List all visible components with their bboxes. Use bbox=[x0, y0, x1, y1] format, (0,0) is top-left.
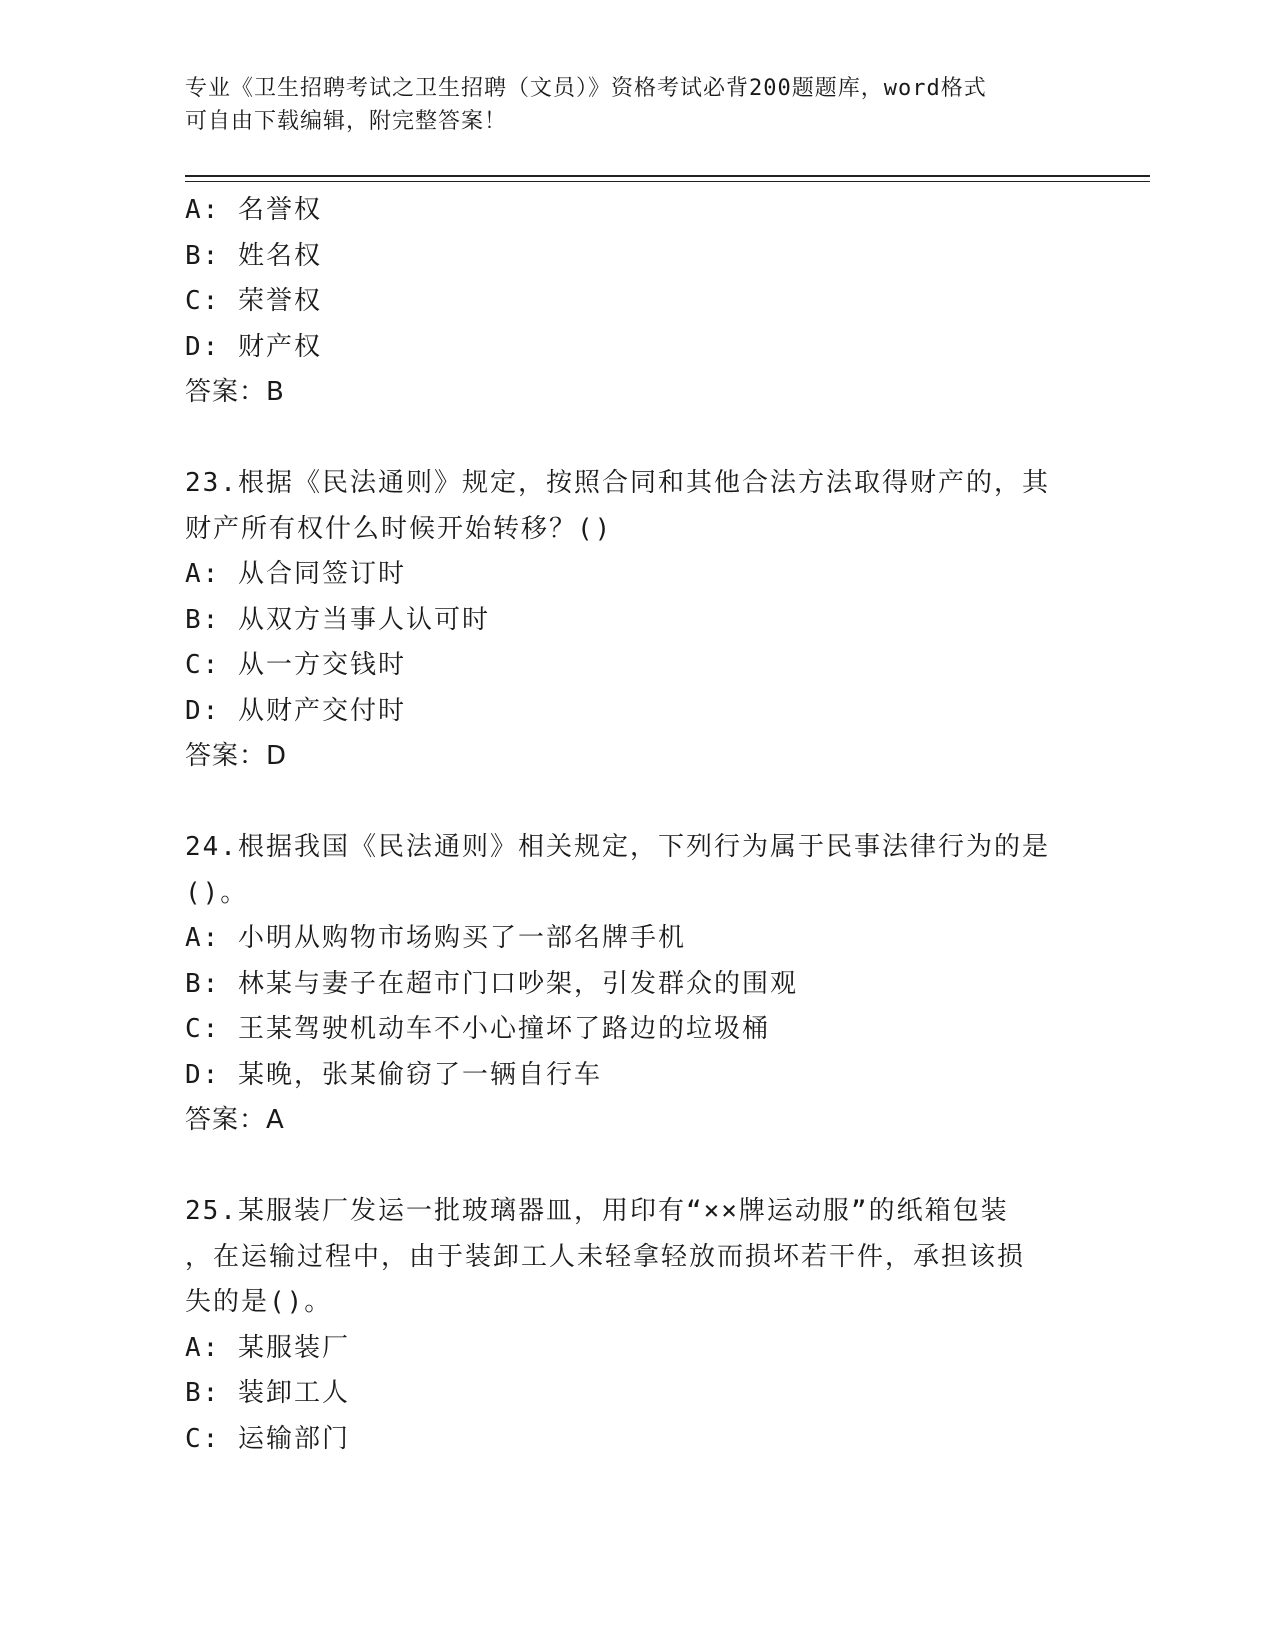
answer-line: 答案：D bbox=[185, 741, 288, 771]
header-line-1: 专业《卫生招聘考试之卫生招聘（文员）》资格考试必背200题题库，word格式 bbox=[185, 76, 987, 101]
question-content bbox=[185, 188, 1085, 1462]
answer-line: 答案：B bbox=[185, 377, 285, 407]
question-stem-line: 失的是()。 bbox=[185, 1287, 333, 1317]
question-25 bbox=[185, 1189, 1085, 1462]
option-a: A: 某服装厂 bbox=[185, 1332, 350, 1363]
option-d: D: 某晚，张某偷窃了一辆自行车 bbox=[185, 1059, 602, 1090]
option-b: B: 姓名权 bbox=[185, 240, 322, 271]
option-c: C: 王某驾驶机动车不小心撞坏了路边的垃圾桶 bbox=[185, 1014, 770, 1044]
option-a: A: 名誉权 bbox=[185, 195, 322, 225]
header-rule-thin bbox=[185, 181, 1150, 182]
option-c: C: 运输部门 bbox=[185, 1423, 350, 1454]
question-stem-line: 25.某服装厂发运一批玻璃器皿，用印有“××牌运动服”的纸箱包装 bbox=[185, 1196, 1009, 1226]
question-23 bbox=[185, 461, 1085, 780]
question-24 bbox=[185, 825, 1085, 1144]
question-stem-line: 财产所有权什么时候开始转移？() bbox=[185, 513, 613, 544]
header-line-2: 可自由下载编辑，附完整答案！ bbox=[185, 109, 508, 134]
answer-line: 答案：A bbox=[185, 1105, 285, 1135]
option-a: A: 从合同签订时 bbox=[185, 559, 406, 589]
option-b: B: 林某与妻子在超市门口吵架，引发群众的围观 bbox=[185, 968, 798, 999]
option-c: C: 荣誉权 bbox=[185, 286, 322, 316]
option-d: D: 从财产交付时 bbox=[185, 695, 406, 726]
header-rule-thick bbox=[185, 175, 1150, 177]
option-a: A: 小明从购物市场购买了一部名牌手机 bbox=[185, 923, 686, 953]
spacer bbox=[185, 1144, 1085, 1190]
option-d: D: 财产权 bbox=[185, 331, 322, 362]
spacer bbox=[185, 416, 1085, 462]
spacer bbox=[185, 780, 1085, 826]
option-b: B: 从双方当事人认可时 bbox=[185, 604, 490, 635]
question-stem-line: 24.根据我国《民法通则》相关规定，下列行为属于民事法律行为的是 bbox=[185, 832, 1050, 862]
option-c: C: 从一方交钱时 bbox=[185, 650, 406, 680]
question-stem-line: ，在运输过程中，由于装卸工人未轻拿轻放而损坏若干件，承担该损 bbox=[185, 1241, 1026, 1272]
option-b: B: 装卸工人 bbox=[185, 1378, 350, 1408]
question-stem-line: 23.根据《民法通则》规定，按照合同和其他合法方法取得财产的，其 bbox=[185, 468, 1050, 498]
page-header bbox=[185, 72, 1065, 138]
question-stem-line: ()。 bbox=[185, 877, 249, 908]
question-22 bbox=[185, 188, 1085, 416]
